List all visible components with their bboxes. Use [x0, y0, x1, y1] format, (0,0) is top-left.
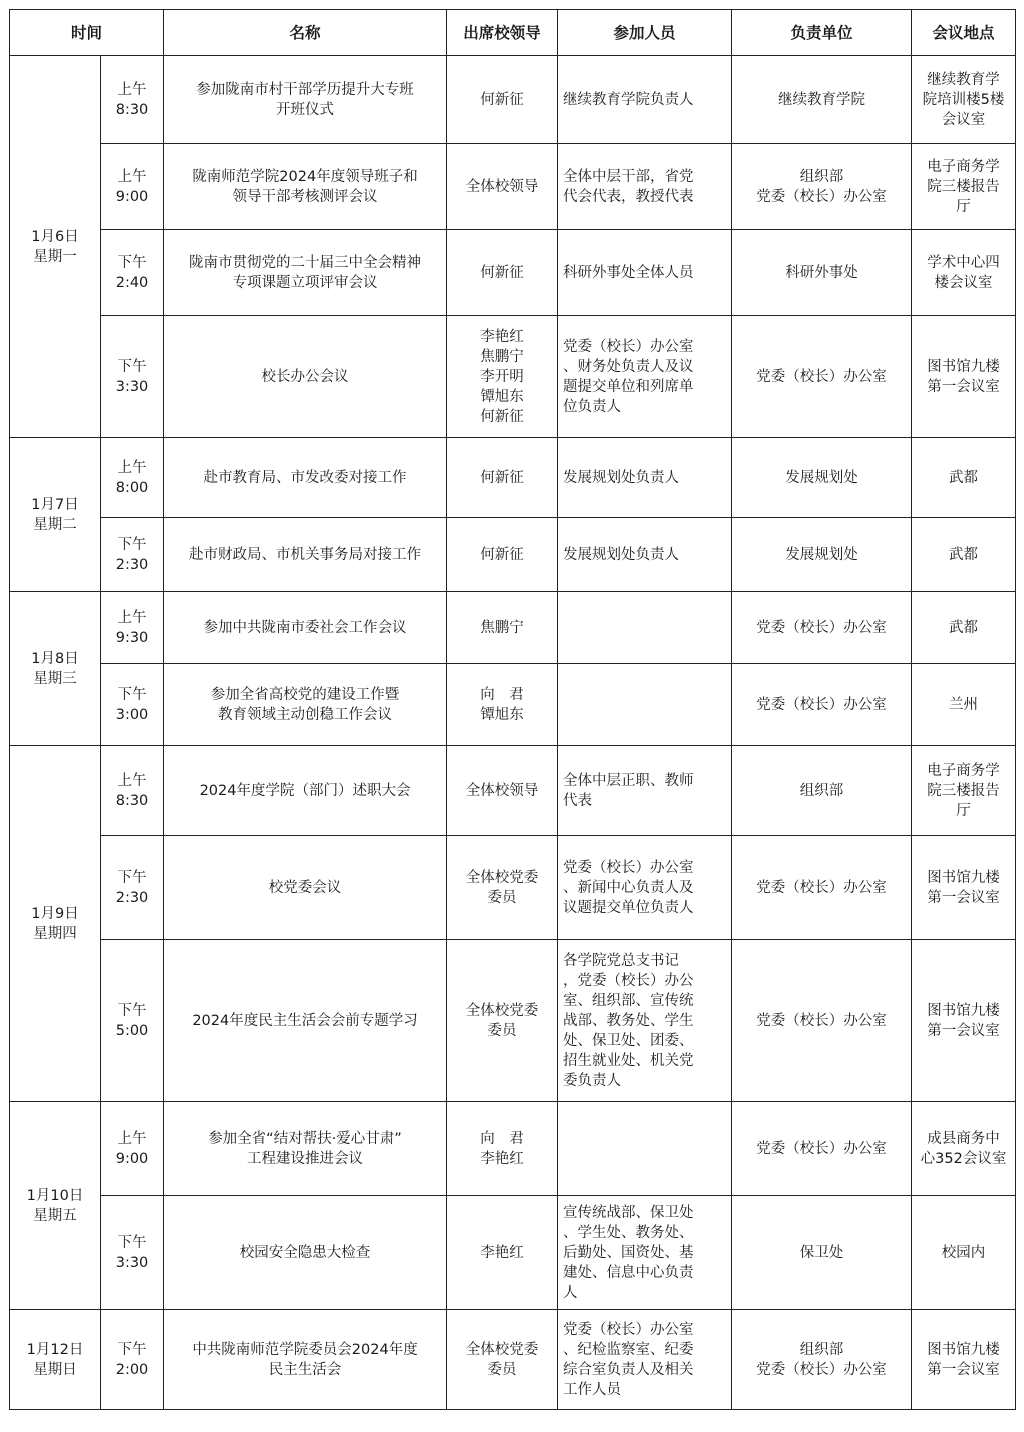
- header-location: 会议地点: [912, 10, 1016, 56]
- meeting-name: 陇南市贯彻党的二十届三中全会精神 专项课题立项评审会议: [164, 230, 447, 316]
- meeting-leader: 向 君 李艳红: [447, 1102, 558, 1196]
- table-row: [10, 664, 1016, 746]
- header-time: 时间: [10, 10, 164, 56]
- meeting-time: 上午 9:00: [101, 144, 164, 230]
- table-row: [10, 1102, 1016, 1196]
- table-row: [10, 1196, 1016, 1310]
- meeting-participants: 发展规划处负责人: [558, 438, 732, 518]
- meeting-participants: 科研外事处全体人员: [558, 230, 732, 316]
- meeting-time: 上午 9:00: [101, 1102, 164, 1196]
- meeting-name: 校长办公会议: [164, 316, 447, 438]
- table-row: [10, 144, 1016, 230]
- meeting-participants: 党委（校长）办公室 、纪检监察室、纪委 综合室负责人及相关 工作人员: [558, 1310, 732, 1410]
- meeting-location: 武都: [912, 518, 1016, 592]
- meeting-time: 下午 2:40: [101, 230, 164, 316]
- meeting-time: 下午 5:00: [101, 940, 164, 1102]
- meeting-leader: 何新征: [447, 518, 558, 592]
- header-name: 名称: [164, 10, 447, 56]
- meeting-leader: 何新征: [447, 438, 558, 518]
- meeting-time: 下午 3:30: [101, 316, 164, 438]
- meeting-unit: 发展规划处: [732, 518, 912, 592]
- meeting-participants: 全体中层正职、教师 代表: [558, 746, 732, 836]
- meeting-location: 图书馆九楼 第一会议室: [912, 1310, 1016, 1410]
- table-row: [10, 836, 1016, 940]
- header-row: [10, 10, 1016, 56]
- meeting-participants: [558, 592, 732, 664]
- meeting-unit: 继续教育学院: [732, 56, 912, 144]
- meeting-unit: 党委（校长）办公室: [732, 940, 912, 1102]
- meeting-leader: 何新征: [447, 56, 558, 144]
- meeting-unit: 党委（校长）办公室: [732, 592, 912, 664]
- table-row: [10, 592, 1016, 664]
- meeting-leader: 李艳红: [447, 1196, 558, 1310]
- date-cell: 1月7日 星期二: [10, 438, 101, 592]
- schedule-body: [10, 56, 1016, 1410]
- meeting-location: 兰州: [912, 664, 1016, 746]
- meeting-leader: 全体校领导: [447, 144, 558, 230]
- table-row: [10, 940, 1016, 1102]
- meeting-name: 赴市教育局、市发改委对接工作: [164, 438, 447, 518]
- table-row: [10, 230, 1016, 316]
- meeting-unit: 党委（校长）办公室: [732, 836, 912, 940]
- meeting-name: 校党委会议: [164, 836, 447, 940]
- meeting-time: 下午 3:30: [101, 1196, 164, 1310]
- meeting-name: 参加陇南市村干部学历提升大专班 开班仪式: [164, 56, 447, 144]
- meeting-participants: [558, 1102, 732, 1196]
- meeting-time: 下午 2:30: [101, 836, 164, 940]
- meeting-schedule-table: [9, 9, 1016, 1410]
- meeting-leader: 何新征: [447, 230, 558, 316]
- meeting-leader: 全体校党委 委员: [447, 1310, 558, 1410]
- meeting-name: 中共陇南师范学院委员会2024年度 民主生活会: [164, 1310, 447, 1410]
- date-cell: 1月9日 星期四: [10, 746, 101, 1102]
- meeting-time: 下午 2:00: [101, 1310, 164, 1410]
- date-cell: 1月10日 星期五: [10, 1102, 101, 1310]
- meeting-time: 上午 8:00: [101, 438, 164, 518]
- meeting-location: 武都: [912, 592, 1016, 664]
- meeting-participants: 全体中层干部，省党 代会代表，教授代表: [558, 144, 732, 230]
- meeting-leader: 全体校党委 委员: [447, 940, 558, 1102]
- meeting-participants: 党委（校长）办公室 、新闻中心负责人及 议题提交单位负责人: [558, 836, 732, 940]
- meeting-leader: 全体校领导: [447, 746, 558, 836]
- meeting-location: 学术中心四 楼会议室: [912, 230, 1016, 316]
- header-participants: 参加人员: [558, 10, 732, 56]
- meeting-participants: 各学院党总支书记 ，党委（校长）办公 室、组织部、宣传统 战部、教务处、学生 处、保卫处、团委、 招生就业处、机关党 委负责人: [558, 940, 732, 1102]
- meeting-unit: 组织部 党委（校长）办公室: [732, 144, 912, 230]
- meeting-location: 电子商务学 院三楼报告 厅: [912, 746, 1016, 836]
- meeting-unit: 保卫处: [732, 1196, 912, 1310]
- header-unit: 负责单位: [732, 10, 912, 56]
- meeting-name: 校园安全隐患大检查: [164, 1196, 447, 1310]
- meeting-name: 2024年度民主生活会会前专题学习: [164, 940, 447, 1102]
- table-row: [10, 438, 1016, 518]
- table-row: [10, 56, 1016, 144]
- meeting-unit: 党委（校长）办公室: [732, 316, 912, 438]
- date-cell: 1月8日 星期三: [10, 592, 101, 746]
- meeting-location: 校园内: [912, 1196, 1016, 1310]
- meeting-leader: 焦鹏宁: [447, 592, 558, 664]
- meeting-participants: 党委（校长）办公室 、财务处负责人及议 题提交单位和列席单 位负责人: [558, 316, 732, 438]
- meeting-participants: 宣传统战部、保卫处 、学生处、教务处、 后勤处、国资处、基 建处、信息中心负责 人: [558, 1196, 732, 1310]
- meeting-time: 上午 9:30: [101, 592, 164, 664]
- meeting-location: 电子商务学 院三楼报告 厅: [912, 144, 1016, 230]
- meeting-location: 图书馆九楼 第一会议室: [912, 316, 1016, 438]
- meeting-name: 陇南师范学院2024年度领导班子和 领导干部考核测评会议: [164, 144, 447, 230]
- meeting-time: 下午 2:30: [101, 518, 164, 592]
- meeting-participants: 发展规划处负责人: [558, 518, 732, 592]
- meeting-name: 参加中共陇南市委社会工作会议: [164, 592, 447, 664]
- meeting-time: 下午 3:00: [101, 664, 164, 746]
- meeting-location: 图书馆九楼 第一会议室: [912, 836, 1016, 940]
- meeting-name: 参加全省高校党的建设工作暨 教育领域主动创稳工作会议: [164, 664, 447, 746]
- meeting-unit: 党委（校长）办公室: [732, 1102, 912, 1196]
- meeting-participants: 继续教育学院负责人: [558, 56, 732, 144]
- meeting-time: 上午 8:30: [101, 746, 164, 836]
- date-cell: 1月6日 星期一: [10, 56, 101, 438]
- meeting-name: 参加全省“结对帮扶·爱心甘肃” 工程建设推进会议: [164, 1102, 447, 1196]
- meeting-participants: [558, 664, 732, 746]
- date-cell: 1月12日 星期日: [10, 1310, 101, 1410]
- meeting-name: 2024年度学院（部门）述职大会: [164, 746, 447, 836]
- meeting-unit: 组织部: [732, 746, 912, 836]
- meeting-unit: 发展规划处: [732, 438, 912, 518]
- meeting-unit: 党委（校长）办公室: [732, 664, 912, 746]
- meeting-location: 成县商务中 心352会议室: [912, 1102, 1016, 1196]
- meeting-leader: 全体校党委 委员: [447, 836, 558, 940]
- meeting-leader: 李艳红 焦鹏宁 李开明 镡旭东 何新征: [447, 316, 558, 438]
- meeting-location: 图书馆九楼 第一会议室: [912, 940, 1016, 1102]
- meeting-location: 武都: [912, 438, 1016, 518]
- meeting-name: 赴市财政局、市机关事务局对接工作: [164, 518, 447, 592]
- meeting-time: 上午 8:30: [101, 56, 164, 144]
- header-leader: 出席校领导: [447, 10, 558, 56]
- table-row: [10, 1310, 1016, 1410]
- table-row: [10, 316, 1016, 438]
- table-row: [10, 746, 1016, 836]
- meeting-leader: 向 君 镡旭东: [447, 664, 558, 746]
- meeting-unit: 组织部 党委（校长）办公室: [732, 1310, 912, 1410]
- meeting-location: 继续教育学 院培训楼5楼 会议室: [912, 56, 1016, 144]
- meeting-unit: 科研外事处: [732, 230, 912, 316]
- table-row: [10, 518, 1016, 592]
